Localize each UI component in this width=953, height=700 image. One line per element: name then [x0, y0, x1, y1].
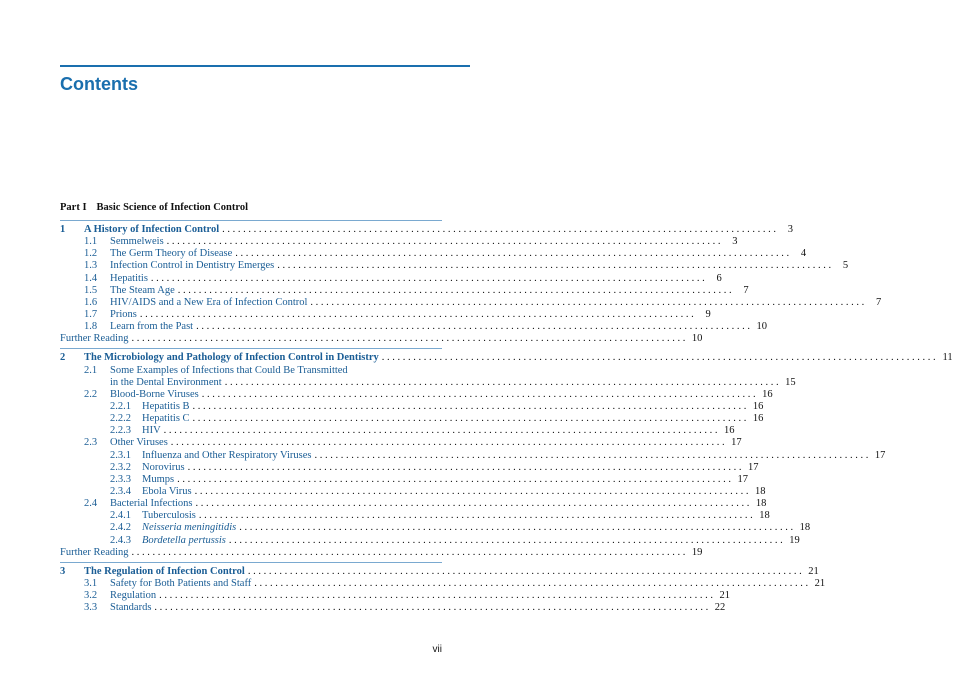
- section-page: 21: [814, 577, 826, 589]
- subsection-title: Bordetella pertussis: [142, 534, 226, 546]
- chapter-title: A History of Infection Control: [84, 223, 220, 235]
- section-entry[interactable]: [60, 388, 773, 401]
- table-of-contents: [60, 220, 953, 614]
- further-reading-page: 10: [691, 333, 703, 345]
- chapter-block: [60, 220, 882, 345]
- section-page: 18: [755, 498, 767, 510]
- subsection-title: HIV: [142, 425, 161, 437]
- subsection-page: 16: [752, 400, 764, 412]
- section-entry[interactable]: [60, 284, 749, 297]
- section-title: Regulation: [110, 590, 157, 602]
- subsection-page: 16: [724, 425, 735, 437]
- dot-leader: [222, 224, 776, 236]
- dot-leader: [140, 309, 694, 321]
- chapter-page: 21: [808, 565, 819, 577]
- section-page: 9: [705, 308, 711, 320]
- section-page: 3: [732, 236, 738, 248]
- section-page: 21: [719, 590, 730, 602]
- section-title: Semmelweis: [110, 236, 164, 248]
- section-title: Other Viruses: [110, 437, 168, 449]
- dot-leader: [151, 273, 705, 285]
- subsection-page: 18: [759, 510, 770, 522]
- subsection-title: Tuberculosis: [142, 510, 196, 522]
- section-title: The Germ Theory of Disease: [110, 248, 233, 260]
- chapter-number: 1: [60, 223, 66, 235]
- section-title: The Steam Age: [110, 284, 175, 296]
- section-entry[interactable]: [60, 365, 442, 377]
- chapter-page: 11: [942, 352, 953, 364]
- subsection-number: 2.4.3: [110, 534, 131, 546]
- part-heading: [60, 202, 248, 213]
- section-page: 7: [743, 284, 749, 296]
- dot-leader: [229, 535, 783, 547]
- section-title: Prions: [110, 308, 137, 320]
- subsection-title: Neisseria meningitidis: [142, 522, 237, 534]
- dot-leader: [199, 510, 753, 522]
- chapter-number: 2: [60, 352, 66, 364]
- dot-leader: [196, 498, 750, 510]
- section-number: 3.1: [84, 577, 98, 589]
- further-reading-entry[interactable]: [60, 546, 703, 559]
- chapter-title: The Microbiology and Pathology of Infection Control in Dentistry: [84, 352, 379, 364]
- section-number: 1.8: [84, 321, 98, 333]
- dot-leader: [382, 352, 936, 364]
- section-page: 22: [714, 602, 726, 614]
- section-title: Bacterial Infections: [110, 498, 193, 510]
- section-page: 6: [716, 272, 722, 284]
- section-entry[interactable]: [60, 437, 742, 449]
- section-page: 17: [731, 437, 742, 449]
- dot-leader: [277, 260, 831, 272]
- dot-leader: [188, 462, 742, 474]
- section-number: 2.1: [84, 364, 98, 376]
- section-title: HIV/AIDS and a New Era of Infection Control: [110, 296, 308, 308]
- section-number: 1.1: [84, 236, 98, 248]
- section-page: 4: [800, 248, 807, 260]
- section-number: 1.4: [84, 272, 98, 284]
- dot-leader: [178, 285, 732, 297]
- subsection-number: 2.4.1: [110, 510, 131, 522]
- subsection-title: Norovirus: [142, 461, 185, 473]
- subsection-entry[interactable]: [60, 425, 735, 437]
- subsection-page: 18: [755, 485, 766, 497]
- section-page: 5: [842, 260, 849, 272]
- section-entry[interactable]: [60, 498, 767, 510]
- dot-leader: [167, 236, 721, 248]
- chapter-page: 3: [787, 223, 794, 235]
- section-title: Some Examples of Infections that Could Be Transmitted: [110, 364, 348, 376]
- section-title: Infection Control in Dentistry Emerges: [110, 260, 275, 272]
- subsection-number: 2.4.2: [110, 522, 131, 534]
- dot-leader: [164, 425, 718, 437]
- dot-leader: [154, 602, 708, 614]
- section-entry[interactable]: [60, 272, 722, 285]
- subsection-page: 17: [747, 461, 759, 473]
- part-label: Part I: [60, 202, 87, 213]
- subsection-page: 16: [752, 413, 764, 425]
- section-number: 2.2: [84, 388, 98, 400]
- part-title: Basic Science of Infection Control: [96, 202, 249, 213]
- dot-leader: [239, 522, 793, 534]
- section-number: 1.7: [84, 308, 98, 320]
- section-number: 1.5: [84, 284, 98, 296]
- subsection-page: 17: [874, 449, 886, 461]
- section-title: Hepatitis: [110, 272, 148, 284]
- section-entry[interactable]: [60, 260, 849, 272]
- subsection-number: 2.3.4: [110, 485, 131, 497]
- chapter-block: [60, 348, 953, 558]
- section-title: Standards: [110, 602, 152, 614]
- section-entry[interactable]: [60, 577, 826, 590]
- subsection-entry[interactable]: [60, 510, 770, 522]
- section-title-continued: in the Dental Environment: [110, 376, 222, 388]
- dot-leader: [248, 566, 802, 578]
- dot-leader: [193, 413, 747, 425]
- section-number: 3.2: [84, 590, 98, 602]
- section-entry[interactable]: [60, 296, 882, 309]
- chapter-title: The Regulation of Infection Control: [84, 565, 245, 577]
- subsection-page: 19: [789, 534, 800, 546]
- dot-leader: [171, 437, 725, 449]
- section-number: 1.2: [84, 248, 98, 260]
- dot-leader: [193, 401, 747, 413]
- section-entry[interactable]: [60, 308, 711, 321]
- section-number: 1.3: [84, 260, 98, 272]
- dot-leader: [132, 547, 686, 559]
- dot-leader: [314, 450, 868, 462]
- subsection-entry[interactable]: [60, 449, 886, 462]
- subsection-number: 2.2.1: [110, 400, 131, 412]
- chapter-entry[interactable]: [60, 223, 794, 236]
- subsection-number: 2.3.3: [110, 473, 131, 485]
- section-number: 2.4: [84, 498, 98, 510]
- section-entry[interactable]: [60, 248, 807, 260]
- subsection-page: 18: [799, 522, 811, 534]
- section-title: Safety for Both Patients and Staff: [110, 577, 252, 589]
- section-page: 16: [762, 388, 773, 400]
- section-entry[interactable]: [60, 602, 726, 614]
- subsection-entry[interactable]: [60, 534, 800, 547]
- section-entry-continued[interactable]: [60, 376, 796, 389]
- subsection-number: 2.3.1: [110, 449, 131, 461]
- subsection-entry[interactable]: [60, 522, 811, 534]
- dot-leader: [196, 321, 750, 333]
- subsection-entry[interactable]: [60, 461, 759, 474]
- section-entry[interactable]: [60, 590, 730, 602]
- subsection-entry[interactable]: [60, 473, 748, 486]
- dot-leader: [132, 333, 686, 345]
- section-page: 10: [756, 321, 767, 333]
- subsection-entry[interactable]: [60, 400, 764, 413]
- subsection-title: Hepatitis B: [142, 400, 190, 412]
- section-entry[interactable]: [60, 321, 767, 333]
- dot-leader: [159, 590, 713, 602]
- subsection-title: Influenza and Other Respiratory Viruses: [142, 449, 312, 461]
- chapter-block: [60, 562, 826, 615]
- section-number: 2.3: [84, 437, 98, 449]
- dot-leader: [177, 474, 731, 486]
- subsection-number: 2.3.2: [110, 461, 131, 473]
- section-page: 15: [785, 376, 796, 388]
- section-number: 3.3: [84, 602, 98, 614]
- dot-leader: [254, 578, 808, 590]
- subsection-number: 2.2.2: [110, 413, 131, 425]
- subsection-title: Mumps: [142, 473, 175, 485]
- page-number: vii: [432, 644, 442, 655]
- further-reading-title: Further Reading: [60, 333, 129, 345]
- section-page: 7: [876, 296, 882, 308]
- section-title: Learn from the Past: [110, 321, 194, 333]
- dot-leader: [202, 389, 756, 401]
- dot-leader: [310, 297, 864, 309]
- page-title: Contents: [60, 74, 138, 94]
- dot-leader: [195, 486, 749, 498]
- chapter-entry[interactable]: [60, 565, 819, 578]
- subsection-page: 17: [737, 473, 748, 485]
- further-reading-page: 19: [691, 546, 703, 558]
- chapter-number: 3: [60, 565, 66, 577]
- dot-leader: [235, 248, 789, 260]
- section-title: Blood-Borne Viruses: [110, 388, 199, 400]
- section-number: 1.6: [84, 296, 98, 308]
- subsection-title: Ebola Virus: [142, 485, 192, 497]
- further-reading-title: Further Reading: [60, 546, 129, 558]
- subsection-title: Hepatitis C: [142, 413, 190, 425]
- header-rule: [60, 65, 470, 67]
- dot-leader: [225, 377, 779, 389]
- chapter-entry[interactable]: [60, 352, 953, 364]
- section-entry[interactable]: [60, 236, 738, 248]
- subsection-number: 2.2.3: [110, 425, 131, 437]
- subsection-entry[interactable]: [60, 413, 764, 425]
- further-reading-entry[interactable]: [60, 333, 703, 345]
- subsection-entry[interactable]: [60, 485, 766, 498]
